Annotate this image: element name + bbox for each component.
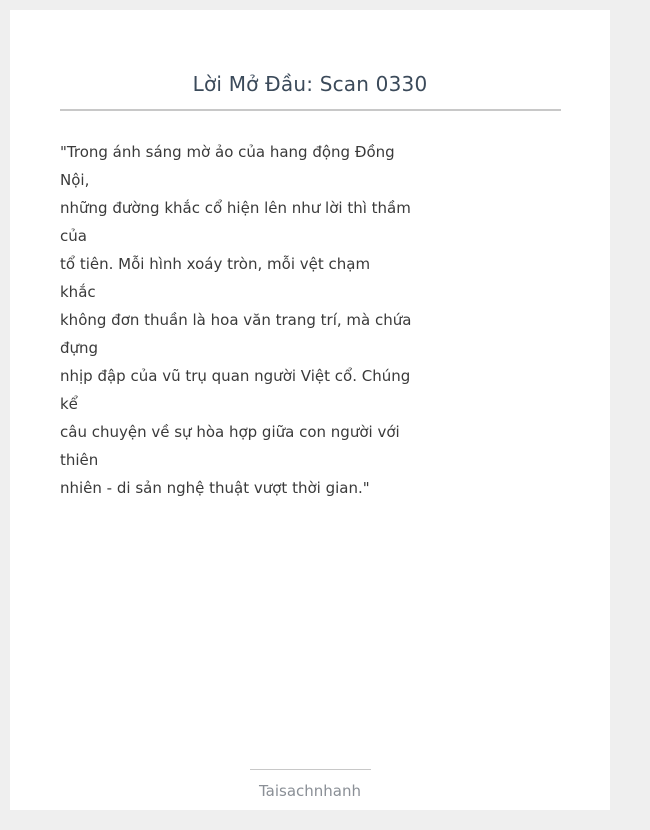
footer-divider <box>250 769 371 770</box>
document-page <box>10 10 610 810</box>
intro-paragraph: "Trong ánh sáng mờ ảo của hang động Đồng Nội, những đường khắc cổ hiện lên như lời thì thầm của tổ tiên. Mỗi hình xoáy tròn, mỗi vệt chạm khắc không đơn thuần là hoa văn trang trí, mà chứa đựng nhịp đập của vũ trụ quan người Việt cổ. Chúng kể câu chuyện về sự hòa hợp giữa con người với thiên nhiên - di sản nghệ thuật vượt thời gian." <box>60 143 412 497</box>
title-divider <box>60 109 561 111</box>
footer-text: Taisachnhanh <box>258 782 362 800</box>
page-title: Lời Mở Đầu: Scan 0330 <box>192 72 428 96</box>
